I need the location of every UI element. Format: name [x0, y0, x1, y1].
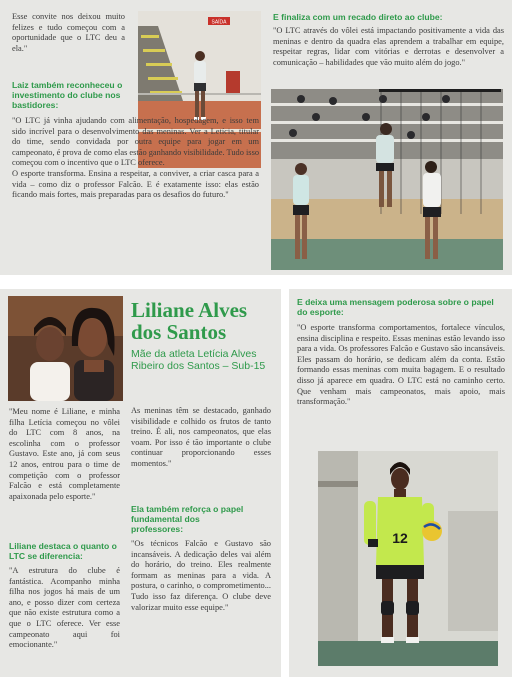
liliane-intro: "Meu nome é Liliane, e minha filha Letícia começou no vôlei do LTC com 8 anos, na escolinha com o professor Gustavo. Este ano, já com seus 12 anos, entrou para o time de competição com o professor Falcão e está completamente apaixonada pelo esporte."	[9, 407, 120, 501]
profile-name: Liliane Alves dos Santos	[131, 298, 248, 344]
laiz-quote: "O LTC já vinha ajudando com alimentação, hospedagem, e isso tem sido incrível para o desenvolvimento das meninas. Ver a Letícia, titular do time, sendo convidada por outra equipe para jogar em um campeonato, é prova de como elas estão ganhando visibilidade. Tudo isso começou com o incentivo que o LTC oferece. O esporte transforma. Ensina a respeitar, a conviver, a criar casca para a vida – como diz o professor Falcão. E é exatamente isso: elas estão ficando mais fortes, mais preparadas para os desafios do futuro."	[12, 116, 260, 200]
exit-sign-text: SAÍDA	[211, 19, 227, 26]
sport-message-heading: E deixa uma mensagem poderosa sobre o papel do esporte:	[297, 297, 494, 318]
profile-subtitle: Mãe da atleta Letícia Alves Ribeiro dos Santos – Sub-15	[131, 348, 266, 373]
sport-message-quote: "O esporte transforma comportamentos, fortalece vínculos, ensina disciplina e respeito. Essas meninas estão levando isso para a vida. Os professores Falcão e Gustavo são incansáveis. Eles passam do horário, se dedicam além da conta. Estão formando essas meninas com muita bagagem. E o resultado disso já aparece em quadra. O LTC está no caminho certo. Que venham mais campeonatos, mais apoio, mais transformação."	[297, 323, 505, 407]
intro-paragraph: Esse convite nos deixou muito felizes e tudo começou com a oportunidade que o LTC deu a ela."	[12, 12, 125, 53]
liliane-structure-quote: "A estrutura do clube é fantástica. Acompanho minha filha nos jogos há mais de um ano, e posso dizer com certeza que não existe estrutura como a que o LTC oferece. Ver esse campeonato aqui foi emocionante."	[9, 566, 120, 650]
teachers-quote: "Os técnicos Falcão e Gustavo são incansáveis. A dedicação deles vai além do horário, do treino. Eles realmente formam as meninas para a vida. A postura, o carinho, o comprometimento... Tudo isso faz diferença. O clube deve valorizar muito esse equipe."	[131, 539, 271, 612]
club-message-heading: E finaliza com um recado direto ao clube:	[273, 12, 443, 22]
athlete-photo	[318, 451, 498, 666]
championship-paragraph: As meninas têm se destacado, ganhado visibilidade e colhido os frutos de tanto treino. É ali, nos campeonatos, que elas voam. Por isso é tão importante o clube continuar proporcionando esses momentos."	[131, 406, 271, 468]
teachers-heading: Ela também reforça o papel fundamental dos professores:	[131, 504, 244, 535]
jersey-number: 12	[392, 530, 408, 546]
mother-daughter-photo	[8, 296, 123, 401]
club-message-quote: "O LTC através do vôlei está impactando positivamente a vida das meninas e dentro da quadra elas aprendem a trabalhar em equipe, respeitar regras, lidar com vitórias e derrotas e desenvolver a comunicação – habilidades que vão muito além do jogo."	[273, 26, 504, 67]
liliane-difference-heading: Liliane destaca o quanto o LTC se diferencia:	[9, 541, 117, 562]
laiz-heading: Laiz também reconheceu o investimento do clube nos bastidores:	[12, 80, 123, 111]
match-photo	[271, 89, 503, 270]
